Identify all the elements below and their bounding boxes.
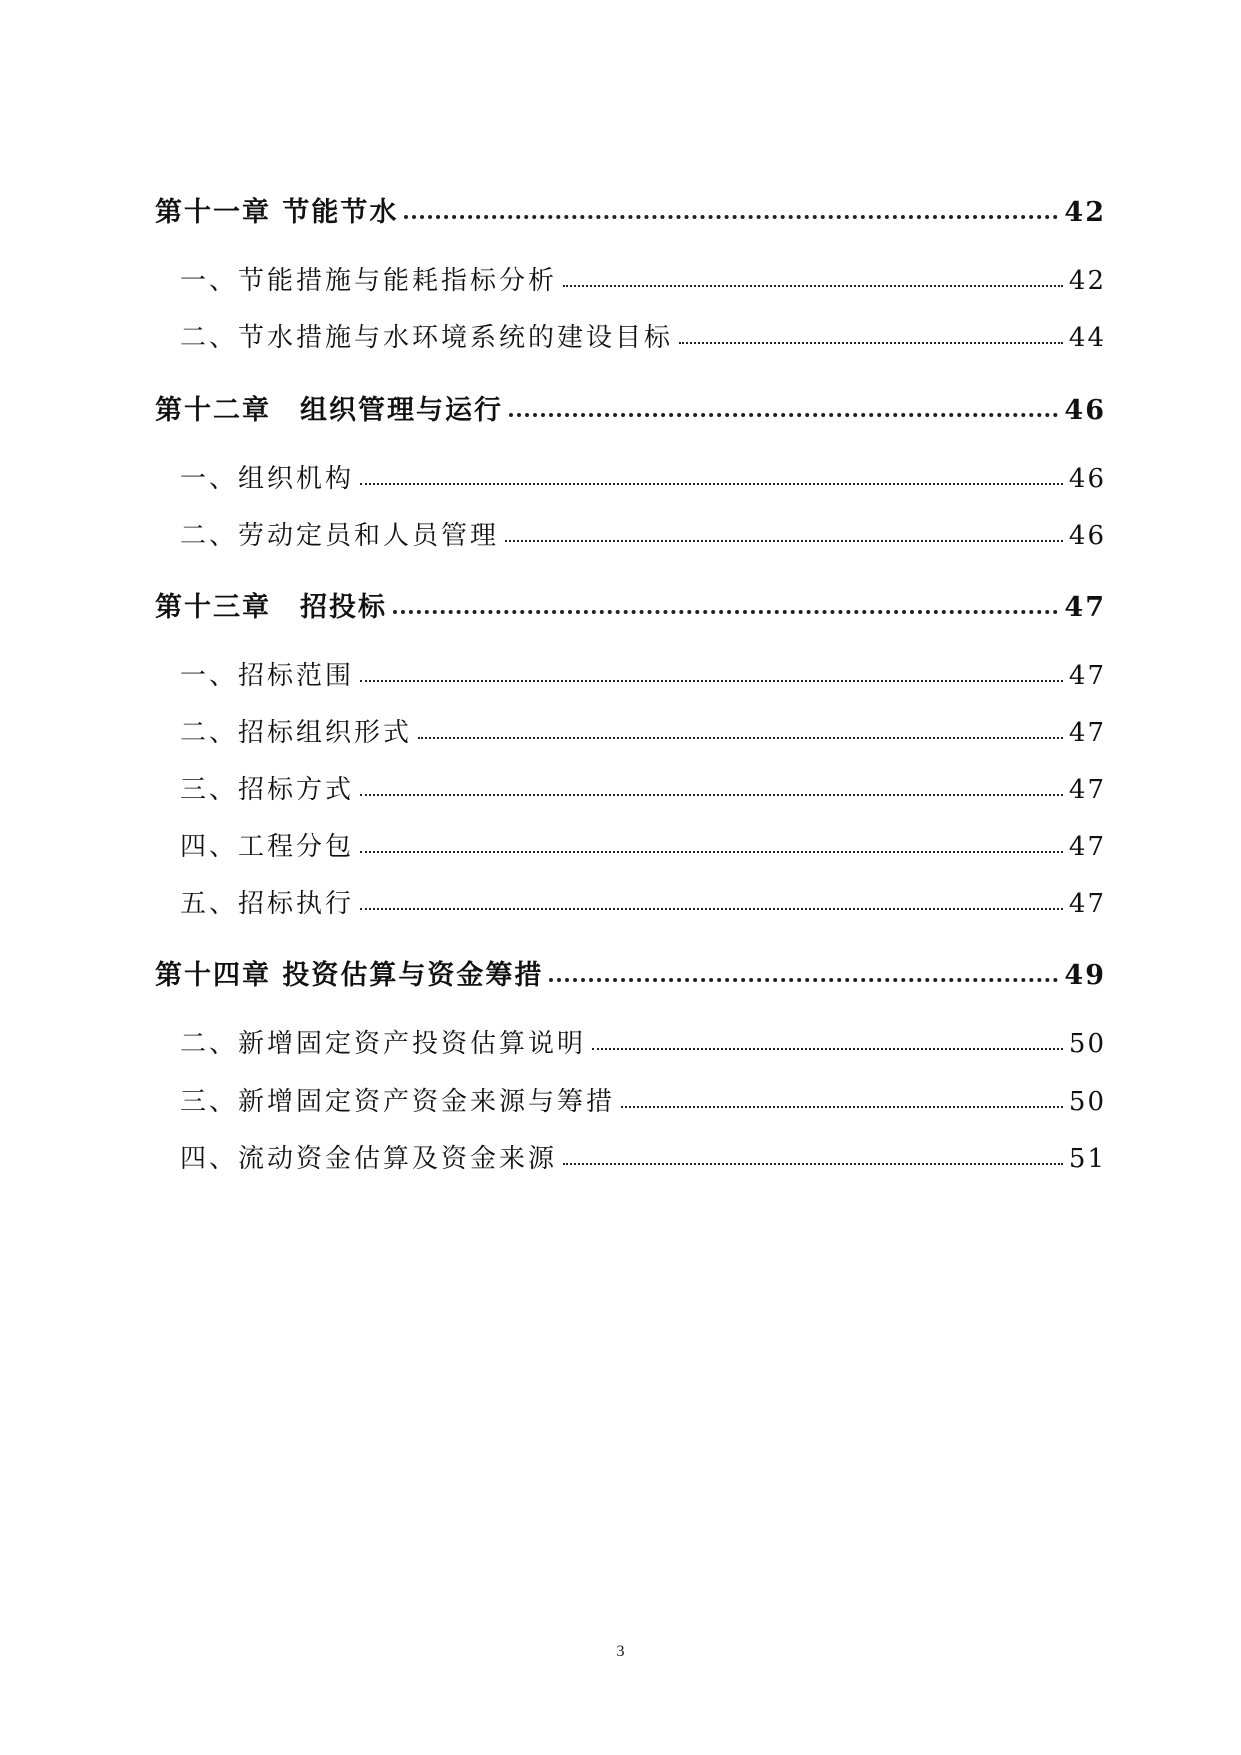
toc-entry-page: 47 — [1068, 832, 1106, 862]
toc-section — [180, 260, 1106, 297]
toc-entry-page: 50 — [1068, 1029, 1106, 1059]
toc-entry-title: 一、节能措施与能耗指标分析 — [180, 266, 558, 296]
toc-section — [180, 515, 1106, 552]
toc-entry-page: 47 — [1068, 775, 1106, 805]
toc-entry-page: 42 — [1068, 266, 1106, 296]
toc-entry-title: 二、招标组织形式 — [180, 718, 413, 748]
toc-entry-page: 44 — [1068, 323, 1106, 353]
toc-entry-page: 49 — [1064, 960, 1106, 991]
toc-entry-title: 三、新增固定资产资金来源与筹措 — [180, 1087, 616, 1117]
toc-entry-page: 47 — [1068, 718, 1106, 748]
toc-entry-title: 一、招标范围 — [180, 661, 355, 691]
toc-entry-page: 50 — [1068, 1087, 1106, 1117]
toc-section — [180, 655, 1106, 692]
dot-leader — [563, 263, 1063, 289]
dot-leader — [360, 829, 1063, 855]
toc-entry-title: 第十三章 招投标 — [155, 592, 387, 623]
dot-leader — [404, 194, 1058, 221]
page-number: 3 — [616, 1643, 625, 1660]
toc-entry-page: 46 — [1064, 395, 1106, 426]
toc-entry-title: 四、流动资金估算及资金来源 — [180, 1144, 558, 1174]
toc-entry-page: 42 — [1064, 197, 1106, 228]
toc-section — [180, 1023, 1106, 1060]
toc-entry-title: 一、组织机构 — [180, 464, 355, 494]
toc-entry-page: 47 — [1064, 592, 1106, 623]
toc-section — [180, 1081, 1106, 1118]
dot-leader — [505, 518, 1063, 544]
toc-section — [180, 712, 1106, 749]
toc-entry-page: 47 — [1068, 889, 1106, 919]
toc-section — [180, 826, 1106, 863]
toc-entry-title: 二、节水措施与水环境系统的建设目标 — [180, 323, 674, 353]
toc-entry-title: 二、劳动定员和人员管理 — [180, 521, 500, 551]
toc-chapter-14 — [155, 953, 1106, 992]
toc-entry-page: 46 — [1068, 464, 1106, 494]
dot-leader — [563, 1141, 1063, 1167]
toc-entry-title: 第十二章 组织管理与运行 — [155, 395, 503, 426]
dot-leader — [360, 461, 1063, 487]
toc-entry-title: 第十一章 节能节水 — [155, 197, 399, 228]
toc-entry-page: 51 — [1068, 1144, 1106, 1174]
dot-leader — [621, 1084, 1063, 1110]
toc-entry-title: 四、工程分包 — [180, 832, 355, 862]
dot-leader — [393, 589, 1058, 616]
toc-entry-title: 二、新增固定资产投资估算说明 — [180, 1029, 587, 1059]
toc-chapter-12 — [155, 388, 1106, 427]
dot-leader — [418, 715, 1063, 741]
toc-entry-page: 47 — [1068, 661, 1106, 691]
dot-leader — [549, 957, 1058, 984]
toc-chapter-11 — [155, 190, 1106, 229]
toc-section — [180, 317, 1106, 354]
toc-chapter-13 — [155, 585, 1106, 624]
dot-leader — [679, 320, 1063, 346]
toc-section — [180, 458, 1106, 495]
dot-leader — [592, 1026, 1063, 1052]
dot-leader — [509, 392, 1058, 419]
toc-section — [180, 769, 1106, 806]
dot-leader — [360, 658, 1063, 684]
toc-entry-title: 第十四章 投资估算与资金筹措 — [155, 960, 544, 991]
toc-entry-title: 五、招标执行 — [180, 889, 355, 919]
toc-section — [180, 1138, 1106, 1175]
toc-section — [180, 883, 1106, 920]
dot-leader — [360, 772, 1063, 798]
toc-entry-page: 46 — [1068, 521, 1106, 551]
dot-leader — [360, 886, 1063, 912]
toc-entry-title: 三、招标方式 — [180, 775, 355, 805]
